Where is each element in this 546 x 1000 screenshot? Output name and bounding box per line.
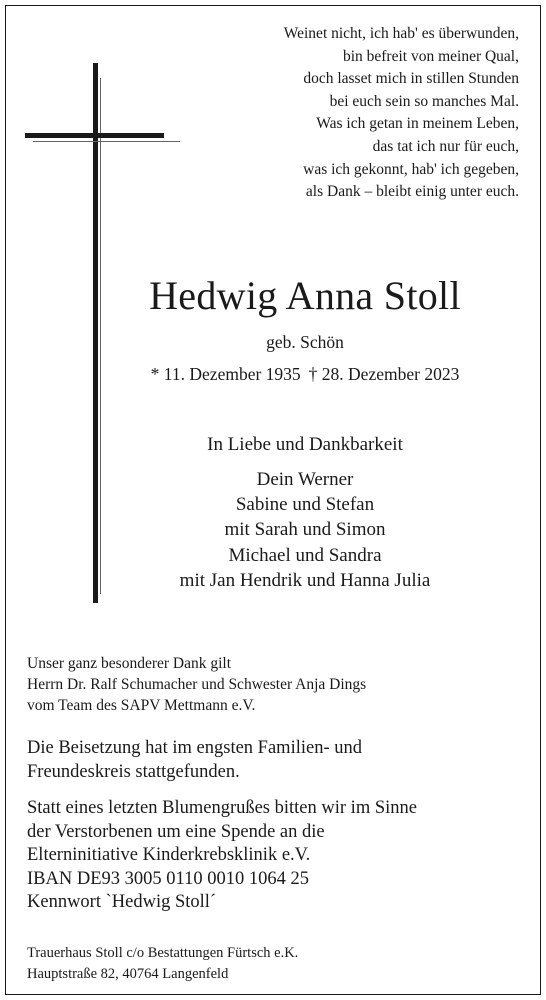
family-list (100, 467, 510, 593)
burial-line: Freundeskreis stattgefunden. (27, 761, 240, 782)
thanks-note (27, 653, 527, 716)
dedication: In Liebe und Dankbarkeit (207, 434, 403, 455)
cross-vertical-beam (93, 63, 98, 603)
poem-line: das tat ich nur für euch, (372, 137, 519, 155)
donation-note (27, 797, 527, 915)
donation-line: der Verstorbenen um eine Spende an die (27, 821, 325, 842)
family-member: Dein Werner (256, 469, 354, 490)
poem-line: als Dank – bleibt einig unter euch. (305, 183, 519, 201)
thanks-line: Unser ganz besonderer Dank gilt (27, 655, 232, 672)
burial-line: Die Beisetzung hat im engsten Familien- und (27, 738, 362, 758)
deceased-name: Hedwig Anna Stoll (149, 273, 461, 318)
undertaker-street: Hauptstraße 82, 40764 Langenfeld (27, 966, 229, 982)
life-dates (100, 362, 510, 386)
poem-line: bin befreit von meiner Qual, (342, 47, 519, 65)
poem-line: bei euch sein so manches Mal. (329, 92, 519, 110)
thanks-line: Herrn Dr. Ralf Schumacher und Schwester Anja Dings (27, 676, 367, 693)
family-member: mit Jan Hendrik und Hanna Julia (179, 569, 431, 591)
donation-iban: IBAN DE93 3005 0110 0010 1064 25 (27, 868, 309, 889)
poem-line: Was ich getan in meinem Leben, (316, 115, 519, 133)
poem (199, 23, 519, 204)
family-member: mit Sarah und Simon (224, 519, 386, 541)
donation-line: Elterninitiative Kinderkrebsklinik e.V. (27, 845, 311, 866)
poem-line: was ich gekonnt, hab' ich gegeben, (303, 160, 519, 178)
family-member: Michael und Sandra (228, 544, 382, 566)
donation-keyword: Kennwort `Hedwig Stoll´ (27, 892, 217, 913)
death-date: † 28. Dezember 2023 (308, 364, 460, 384)
family-member: Sabine und Stefan (235, 494, 375, 516)
undertaker-address (27, 943, 527, 985)
cross-horizontal-shadow (33, 141, 180, 142)
poem-line: Weinet nicht, ich hab' es überwunden, (283, 25, 519, 42)
cross-horizontal-beam (25, 133, 164, 138)
poem-line: doch lasset mich in stillen Stunden (303, 70, 519, 88)
thanks-line: vom Team des SAPV Mettmann e.V. (27, 697, 256, 714)
undertaker-name: Trauerhaus Stoll c/o Bestattungen Fürtsch e.K. (27, 945, 299, 961)
birth-date: * 11. Dezember 1935 (150, 364, 301, 384)
burial-note (27, 737, 527, 784)
birth-name: geb. Schön (266, 332, 344, 352)
donation-line: Statt eines letzten Blumengrußes bitten wir im Sinne (27, 798, 417, 818)
